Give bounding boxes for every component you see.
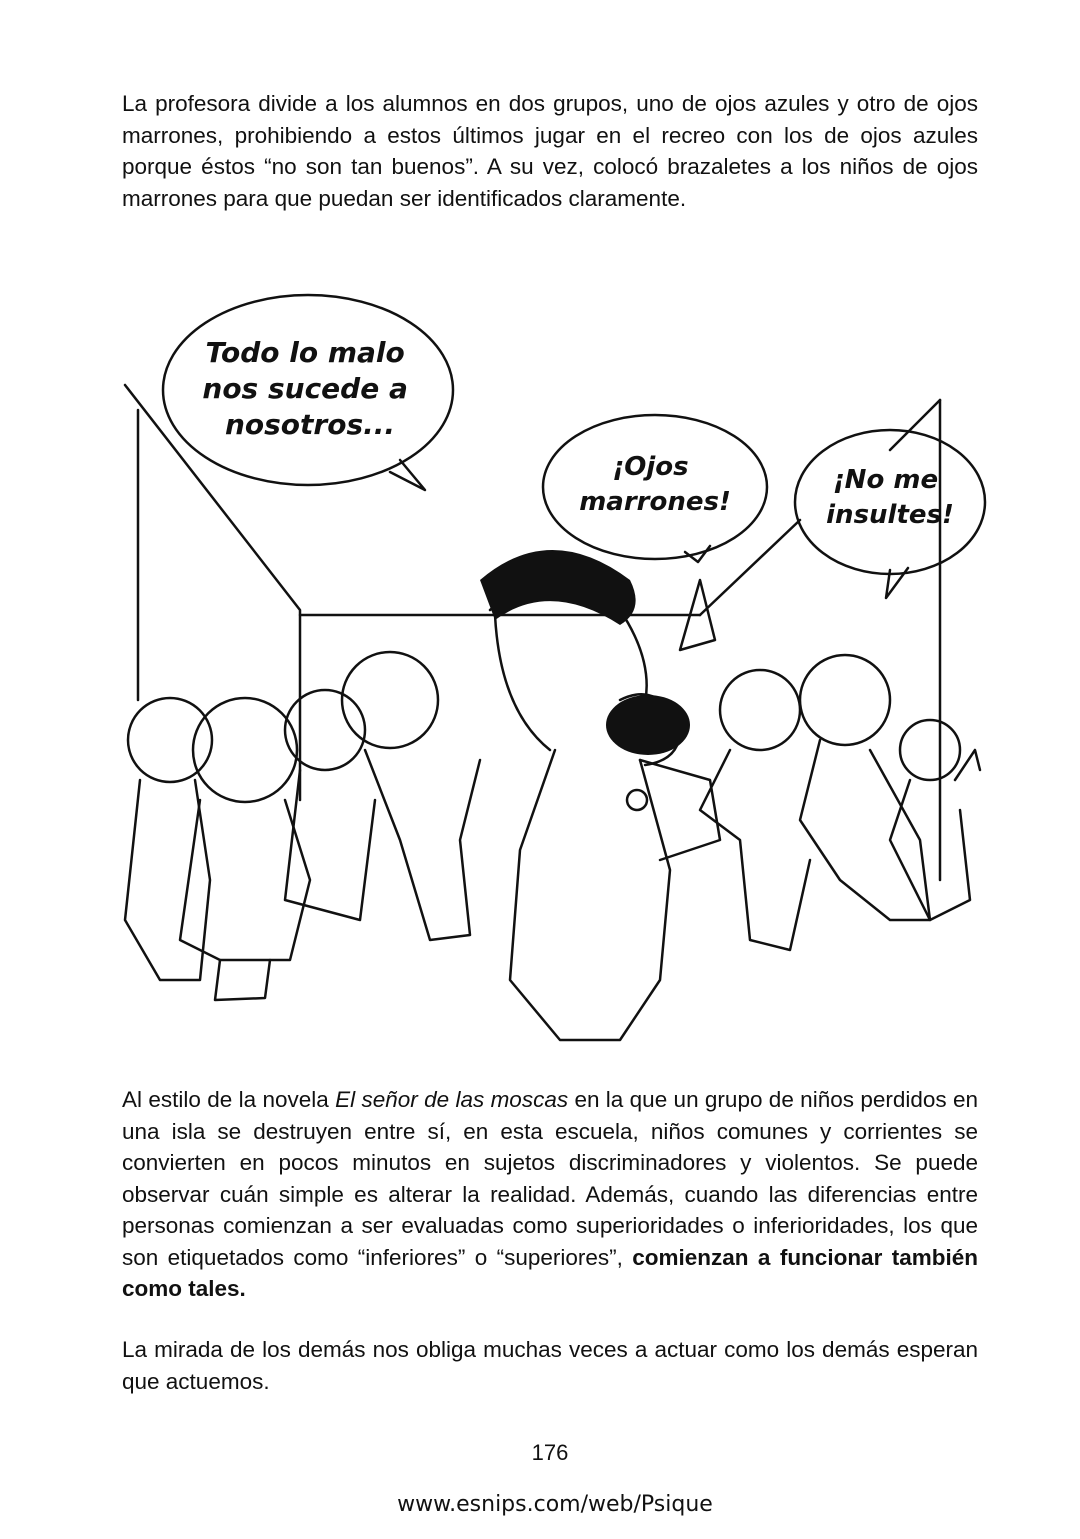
bubble-middle-line-1: ¡Ojos <box>612 452 689 482</box>
classroom-cartoon-illustration <box>100 280 1000 1060</box>
svg-text:Todo lo malo nos sucede a <box>202 336 417 441</box>
body-paragraph <box>122 1084 978 1305</box>
bubble-left-line-2: nos sucede a <box>202 372 408 405</box>
body-text-1: Al estilo de la novela <box>122 1087 336 1112</box>
svg-text:¡No me insultes! <box>826 465 954 530</box>
bubble-right-line-2: insultes! <box>826 500 954 530</box>
novel-title: El señor de las moscas <box>335 1087 569 1112</box>
body-text-2: en la que un grupo de niños perdidos en una isla se destruyen entre sí, en esta escuela, niños comunes y corrientes se convierten en pocos minutos en sujetos discriminadores y violentos. Se puede observar cuán simple es alterar la realidad. Además, cuando las diferencias entre personas comienzan a ser evaluadas como superioridades o inferioridades, los que son etiquetados como “inferiores” o “superiores”, <box>122 1087 978 1270</box>
closing-paragraph: La mirada de los demás nos obliga muchas veces a actuar como los demás esperan que actuemos. <box>122 1337 978 1394</box>
intro-paragraph: La profesora divide a los alumnos en dos grupos, uno de ojos azules y otro de ojos marrones, prohibiendo a estos últimos jugar en el recreo con los de ojos azules porque éstos “no son tan buenos”. A su vez, colocó brazaletes a los niños de ojos marrones para que puedan ser identificados claramente. <box>122 91 978 211</box>
bubble-right-line-1: ¡No me <box>832 465 939 495</box>
page-number: 176 <box>531 1440 569 1465</box>
svg-text:¡Ojos marrones! <box>579 452 731 517</box>
bubble-left-line-1: Todo lo malo <box>205 336 405 369</box>
footer-url: www.esnips.com/web/Psique <box>397 1492 713 1517</box>
emphasized-text: comienzan a funcionar también como tales. <box>122 1244 978 1301</box>
bubble-middle-line-2: marrones! <box>579 487 731 517</box>
bubble-left-line-3: nosotros... <box>224 408 396 441</box>
